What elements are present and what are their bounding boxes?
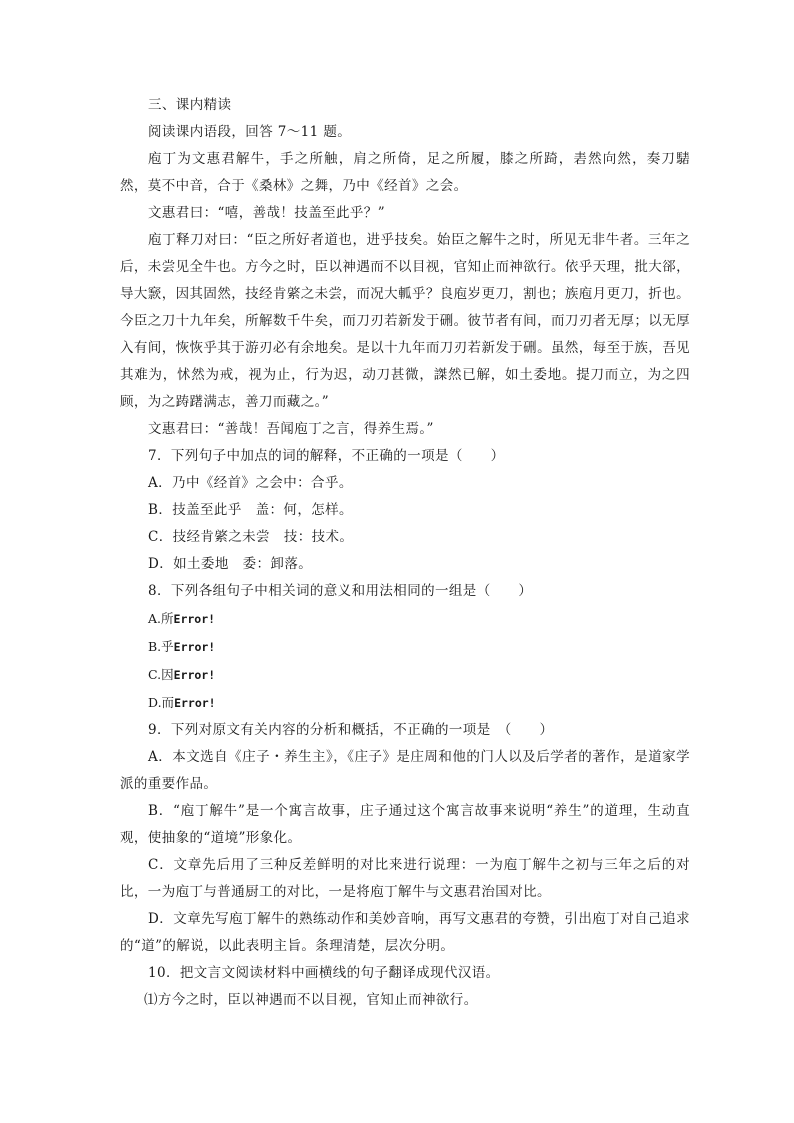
option-prefix: A.所 (148, 611, 174, 626)
question-8-option-d (120, 689, 690, 717)
question-9-option-c: C．文章先后用了三种反差鲜明的对比来进行说理：一为庖丁解牛之初与三年之后的对比，一为庖丁与普通厨工的对比，一是将庖丁解牛与文惠君治国对比。 (120, 857, 690, 900)
question-8-option-a (120, 605, 690, 633)
question-8-stem: 8．下列各组句子中相关词的意义和用法相同的一组是（ ） (148, 583, 533, 599)
option-prefix: D.而 (148, 695, 175, 710)
passage-paragraph-4: 文惠君曰：“善哉！吾闻庖丁之言，得养生焉。” (148, 421, 434, 437)
question-8-option-b (120, 633, 690, 661)
question-7-option-d: D．如土委地 委：卸落。 (148, 556, 313, 572)
question-7-option-c: C．技经肯綮之未尝 技：技术。 (148, 529, 354, 545)
question-7-option-b: B．技盖至此乎 盖：何，怎样。 (148, 502, 353, 518)
question-10-stem: 10．把文言文阅读材料中画横线的句子翻译成现代汉语。 (148, 965, 500, 981)
question-9-stem: 9．下列对原文有关内容的分析和概括，不正确的一项是 （ ） (148, 722, 554, 738)
passage-paragraph-3: 庖丁释刀对曰：“臣之所好者道也，进乎技矣。始臣之解牛之时，所见无非牛者。三年之后，未尝见全牛也。方今之时，臣以神遇而不以目视，官知止而神欲行。依乎天理，批大郤，导大窾，因其固然，技经肯綮之未尝，而况大軱乎？良庖岁更刀，割也；族庖月更刀，折也。今臣之刀十九年矣，所解数千牛矣，而刀刃若新发于硎。彼节者有间，而刀刃者无厚；以无厚入有间，恢恢乎其于游刃必有余地矣。是以十九年而刀刃若新发于硎。虽然，每至于族，吾见其难为，怵然为戒，视为止，行为迟，动刀甚微，謋然已解，如土委地。提刀而立，为之四顾，为之踌躇满志，善刀而藏之。” (120, 232, 690, 410)
option-prefix: C.因 (148, 667, 174, 682)
question-9-option-a: A．本文选自《庄子・养生主》，《庄子》是庄周和他的门人以及后学者的著作，是道家学派的重要作品。 (120, 749, 690, 792)
document-page (120, 92, 690, 1014)
question-9-option-b: B．“庖丁解牛”是一个寓言故事，庄子通过这个寓言故事来说明“养生”的道理，生动直观，使抽象的“道境”形象化。 (120, 803, 690, 846)
reading-instruction: 阅读课内语段，回答 7～11 题。 (148, 124, 352, 140)
option-prefix: B.乎 (148, 639, 174, 654)
error-text: Error! (174, 696, 216, 710)
error-text: Error! (173, 668, 216, 682)
error-text: Error! (173, 640, 216, 654)
passage-paragraph-1: 庖丁为文惠君解牛，手之所触，肩之所倚，足之所履，膝之所踦，砉然向然，奏刀騞然，莫不中音，合于《桑林》之舞，乃中《经首》之会。 (120, 151, 690, 194)
section-title: 三、课内精读 (148, 97, 232, 113)
error-text: Error! (173, 612, 216, 626)
question-7-option-a: A．乃中《经首》之会中：合乎。 (148, 475, 353, 491)
question-10-item-1: ⑴方今之时，臣以神遇而不以目视，官知止而神欲行。 (144, 992, 478, 1008)
passage-paragraph-2: 文惠君曰：“嘻，善哉！技盖至此乎？” (148, 205, 386, 221)
question-7-stem: 7．下列句子中加点的词的解释，不正确的一项是（ ） (148, 448, 505, 464)
question-9-option-d: D．文章先写庖丁解牛的熟练动作和美妙音响，再写文惠君的夸赞，引出庖丁对自己追求的“道”的解说，以此表明主旨。条理清楚，层次分明。 (120, 911, 690, 954)
question-8-option-c (120, 661, 690, 689)
